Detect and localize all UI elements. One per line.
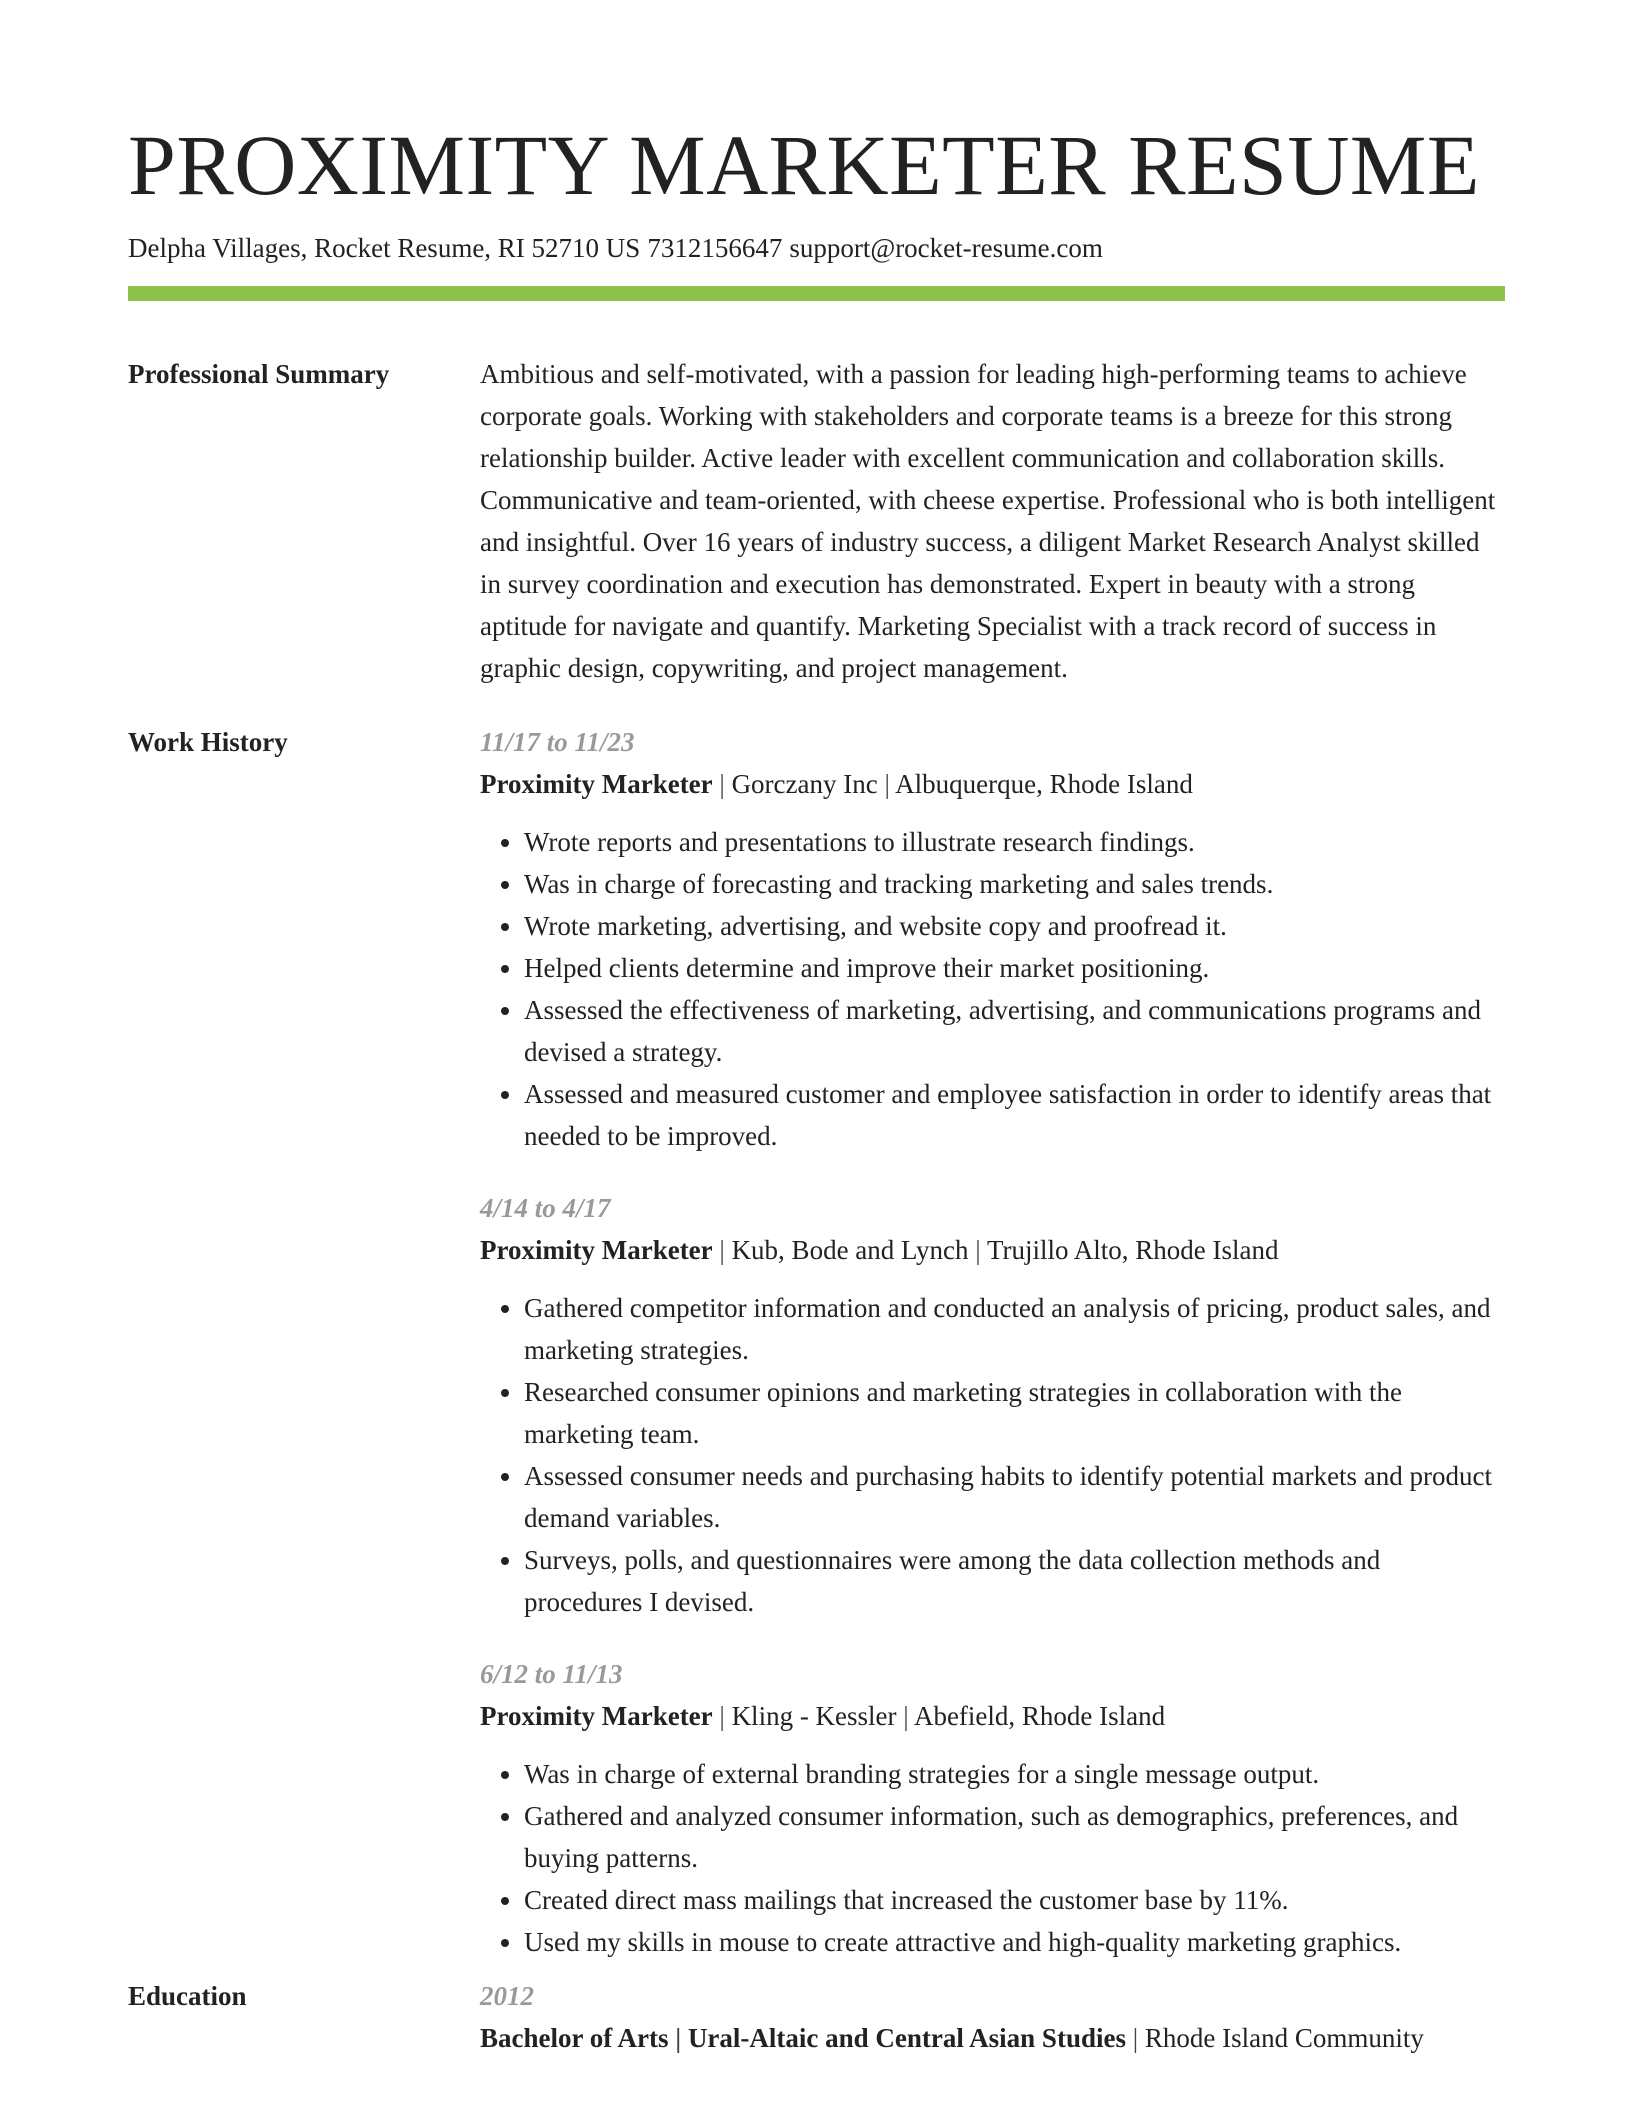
job-heading: Proximity Marketer | Kub, Bode and Lynch | Trujillo Alto, Rhode Island [480,1235,1279,1265]
work-history-section [128,721,1505,1975]
section-heading-work-history: Work History [128,727,288,757]
contact-email: support@rocket-resume.com [789,233,1103,263]
job-bullet-list [480,821,1505,1157]
education-section [128,1975,1505,2059]
job-company: Gorczany Inc [731,769,878,799]
job-location: Albuquerque, Rhode Island [895,769,1193,799]
job-title: Proximity Marketer [480,1235,713,1265]
contact-address: Delpha Villages, Rocket Resume, RI 52710 US [128,233,641,263]
education-degree: Bachelor of Arts [480,2023,669,2053]
job-dates: 11/17 to 11/23 [480,727,635,757]
section-heading-summary: Professional Summary [128,359,390,389]
job-company: Kub, Bode and Lynch [731,1235,969,1265]
education-field: Ural-Altaic and Central Asian Studies [687,2023,1126,2053]
education-school: Rhode Island Community [1144,2023,1424,2053]
education-year: 2012 [480,1981,534,2011]
job-dates: 4/14 to 4/17 [480,1193,611,1223]
job-bullet: • Wrote marketing, advertising, and website copy and proofread it. [524,905,1505,947]
job-bullet: • Gathered competitor information and conducted an analysis of pricing, product sales, and marketing strategies. [524,1287,1505,1371]
job-bullet: • Wrote reports and presentations to illustrate research findings. [524,821,1505,863]
job-bullet: • Assessed consumer needs and purchasing habits to identify potential markets and product demand variables. [524,1455,1505,1539]
education-body [480,1975,1505,2059]
job-bullet: • Gathered and analyzed consumer information, such as demographics, preferences, and buying patterns. [524,1795,1505,1879]
job-dates: 6/12 to 11/13 [480,1659,623,1689]
contact-line [128,232,1103,264]
resume-content [128,353,1505,2059]
summary-text: Ambitious and self-motivated, with a passion for leading high-performing teams to achieve corporate goals. Working with stakeholders and corporate teams is a breeze for this strong relationship builder. Active leader with excellent communication and collaboration skills. Communicative and team-oriented, with cheese expertise. Professional who is both intelligent and insightful. Over 16 years of industry success, a diligent Market Research Analyst skilled in survey coordination and execution has demonstrated. Expert in beauty with a strong aptitude for navigate and quantify. Marketing Specialist with a track record of success in graphic design, copywriting, and project management. [480,359,1496,683]
job-bullet: • Was in charge of forecasting and tracking marketing and sales trends. [524,863,1505,905]
summary-body [480,353,1505,721]
job-bullet: • Was in charge of external branding strategies for a single message output. [524,1753,1505,1795]
accent-divider [128,286,1505,301]
job-bullet: • Created direct mass mailings that increased the customer base by 11%. [524,1879,1505,1921]
job-entry [480,1653,1505,1963]
job-location: Abefield, Rhode Island [913,1701,1166,1731]
job-location: Trujillo Alto, Rhode Island [986,1235,1279,1265]
job-bullet: • Assessed the effectiveness of marketing, advertising, and communications programs and devised a strategy. [524,989,1505,1073]
job-bullet: • Assessed and measured customer and employee satisfaction in order to identify areas that needed to be improved. [524,1073,1505,1157]
work-history-body [480,721,1505,1975]
contact-phone: 7312156647 [647,233,783,263]
summary-section [128,353,1505,721]
section-heading-education: Education [128,1981,247,2011]
job-bullet: • Researched consumer opinions and marketing strategies in collaboration with the marketing team. [524,1371,1505,1455]
job-bullet: • Used my skills in mouse to create attractive and high-quality marketing graphics. [524,1921,1505,1963]
job-company: Kling - Kessler [731,1701,897,1731]
job-bullet: • Surveys, polls, and questionnaires were among the data collection methods and procedures I devised. [524,1539,1505,1623]
job-entry [480,721,1505,1157]
education-heading: Bachelor of Arts | Ural-Altaic and Central Asian Studies | Rhode Island Community [480,2023,1424,2053]
job-bullet-list [480,1287,1505,1623]
job-bullet-list [480,1753,1505,1963]
job-heading: Proximity Marketer | Gorczany Inc | Albuquerque, Rhode Island [480,769,1193,799]
job-heading: Proximity Marketer | Kling - Kessler | Abefield, Rhode Island [480,1701,1166,1731]
job-title: Proximity Marketer [480,1701,713,1731]
resume-title: PROXIMITY MARKETER RESUME [128,117,1480,213]
job-entry [480,1187,1505,1623]
job-bullet: • Helped clients determine and improve their market positioning. [524,947,1505,989]
job-title: Proximity Marketer [480,769,713,799]
